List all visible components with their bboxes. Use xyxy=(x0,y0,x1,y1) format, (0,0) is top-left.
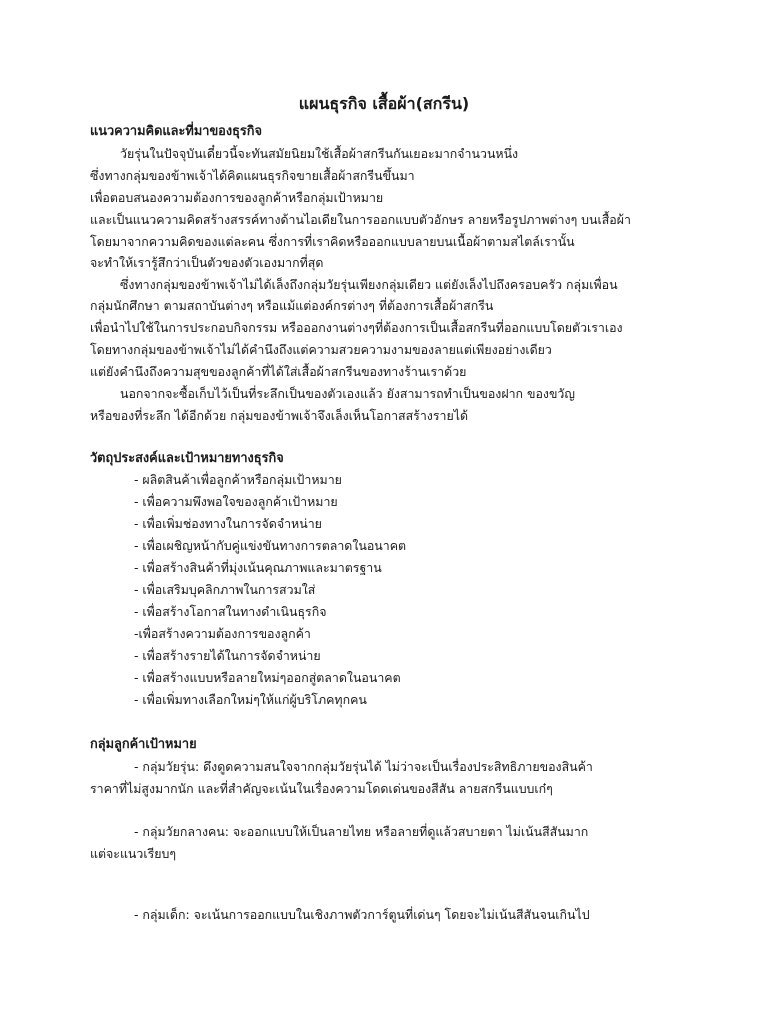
concept-line: เพื่อนำไปใช้ในการประกอบกิจกรรม หรือออกงานต่างๆที่ต้องการเป็นเสื้อสกรีนที่ออกแบบโดยตัวเราเอง xyxy=(90,320,623,335)
concept-heading: แนวความคิดและที่มาของธุรกิจ xyxy=(90,124,263,139)
concept-line: ซึ่งทางกลุ่มของข้าพเจ้าไม่ได้เล็งถึงกลุ่มวัยรุ่นเพียงกลุ่มเดียว แต่ยังเล็งไปถึงครอบครัว กลุ่มเพื่อน xyxy=(120,277,618,292)
objective-item: - ผลิตสินค้าเพื่อลูกค้าหรือกลุ่มเป้าหมาย xyxy=(134,472,342,487)
customer-middle-line: - กลุ่มวัยกลางคน: จะออกแบบให้เป็นลายไทย หรือลายที่ดูแล้วสบายตา ไม่เน้นสีสันมาก xyxy=(134,824,589,839)
objectives-heading: วัตถุประสงค์และเป้าหมายทางธุรกิจ xyxy=(90,451,284,466)
page-title: แผนธุรกิจ เสื้อผ้า(สกรีน) xyxy=(298,94,470,113)
concept-line: แต่ยังคำนึงถึงความสุขของลูกค้าที่ได้ใส่เสื้อผ้าสกรีนของทางร้านเราด้วย xyxy=(90,364,467,379)
objective-item: - เพื่อสร้างโอกาสในทางดำเนินธุรกิจ xyxy=(134,604,327,619)
concept-line: วัยรุ่นในปัจจุบันเดี๋ยวนี้จะทันสมัยนิยมใช้เสื้อผ้าสกรีนกันเยอะมากจำนวนหนึ่ง xyxy=(120,146,519,161)
objective-item: -เพื่อสร้างความต้องการของลูกค้า xyxy=(134,626,311,641)
customer-teen-line: ราคาที่ไม่สูงมากนัก และที่สำคัญจะเน้นในเรื่องความโดดเด่นของสีสัน ลายสกรีนแบบเก๋ๆ xyxy=(90,781,553,796)
concept-line: หรือของที่ระลึก ได้อีกด้วย กลุ่มของข้าพเจ้าจึงเล็งเห็นโอกาสสร้างรายได้ xyxy=(90,408,468,423)
customer-kids-line: - กลุ่มเด็ก: จะเน้นการออกแบบในเชิงภาพตัวการ์ตูนที่เด่นๆ โดยจะไม่เน้นสีสันจนเกินไป xyxy=(134,907,590,922)
customer-teen-line: - กลุ่มวัยรุ่น: ดึงดูดความสนใจจากกลุ่มวัยรุ่นได้ ไม่ว่าจะเป็นเรื่องประสิทธิภายของสินค้า xyxy=(134,759,593,774)
concept-line: โดยทางกลุ่มของข้าพเจ้าไม่ได้คำนึงถึงแต่ความสวยความงามของลายแต่เพียงอย่างเดียว xyxy=(90,342,552,357)
objective-item: - เพื่อสร้างแบบหรือลายใหม่ๆออกสู่ตลาดในอนาคต xyxy=(134,670,401,685)
objective-item: - เพื่อเผชิญหน้ากับคู่แข่งขันทางการตลาดในอนาคต xyxy=(134,538,407,553)
concept-line: เพื่อตอบสนองความต้องการของลูกค้าหรือกลุ่มเป้าหมาย xyxy=(90,190,384,205)
customer-middle-line: แต่จะแนวเรียบๆ xyxy=(90,846,177,861)
customers-heading: กลุ่มลูกค้าเป้าหมาย xyxy=(90,737,197,752)
concept-line: นอกจากจะซื้อเก็บไว้เป็นที่ระลึกเป็นของตัวเองแล้ว ยังสามารถทำเป็นของฝาก ของขวัญ xyxy=(120,386,575,401)
objective-item: - เพื่อสร้างรายได้ในการจัดจำหน่าย xyxy=(134,648,321,663)
concept-line: กลุ่มนักศึกษา ตามสถาบันต่างๆ หรือแม้แต่องค์กรต่างๆ ที่ต้องการเสื้อผ้าสกรีน xyxy=(90,298,494,313)
objective-item: - เพื่อสร้างสินค้าที่มุ่งเน้นคุณภาพและมาตรฐาน xyxy=(134,560,382,575)
concept-line: ซึ่งทางกลุ่มของข้าพเจ้าได้คิดแผนธุรกิจขายเสื้อผ้าสกรีนขึ้นมา xyxy=(90,168,415,183)
objective-item: - เพื่อเสริมบุคลิกภาพในการสวมใส่ xyxy=(134,582,316,597)
objective-item: - เพื่อความพึงพอใจของลูกค้าเป้าหมาย xyxy=(134,494,338,509)
concept-line: โดยมาจากความคิดของแต่ละคน ซึ่งการที่เราคิดหรือออกแบบลายบนเนื้อผ้าตามสไตล์เรานั้น xyxy=(90,234,575,249)
objective-item: - เพื่อเพิ่มช่องทางในการจัดจำหน่าย xyxy=(134,516,322,531)
objective-item: - เพื่อเพิ่มทางเลือกใหม่ๆให้แก่ผู้บริโภคทุกคน xyxy=(134,692,367,707)
concept-line: จะทำให้เรารู้สึกว่าเป็นตัวของตัวเองมากที่สุด xyxy=(90,255,324,270)
concept-line: และเป็นแนวความคิดสร้างสรรค์ทางด้านไอเดียในการออกแบบตัวอักษร ลายหรือรูปภาพต่างๆ บนเสื้อผ้า xyxy=(90,212,631,227)
